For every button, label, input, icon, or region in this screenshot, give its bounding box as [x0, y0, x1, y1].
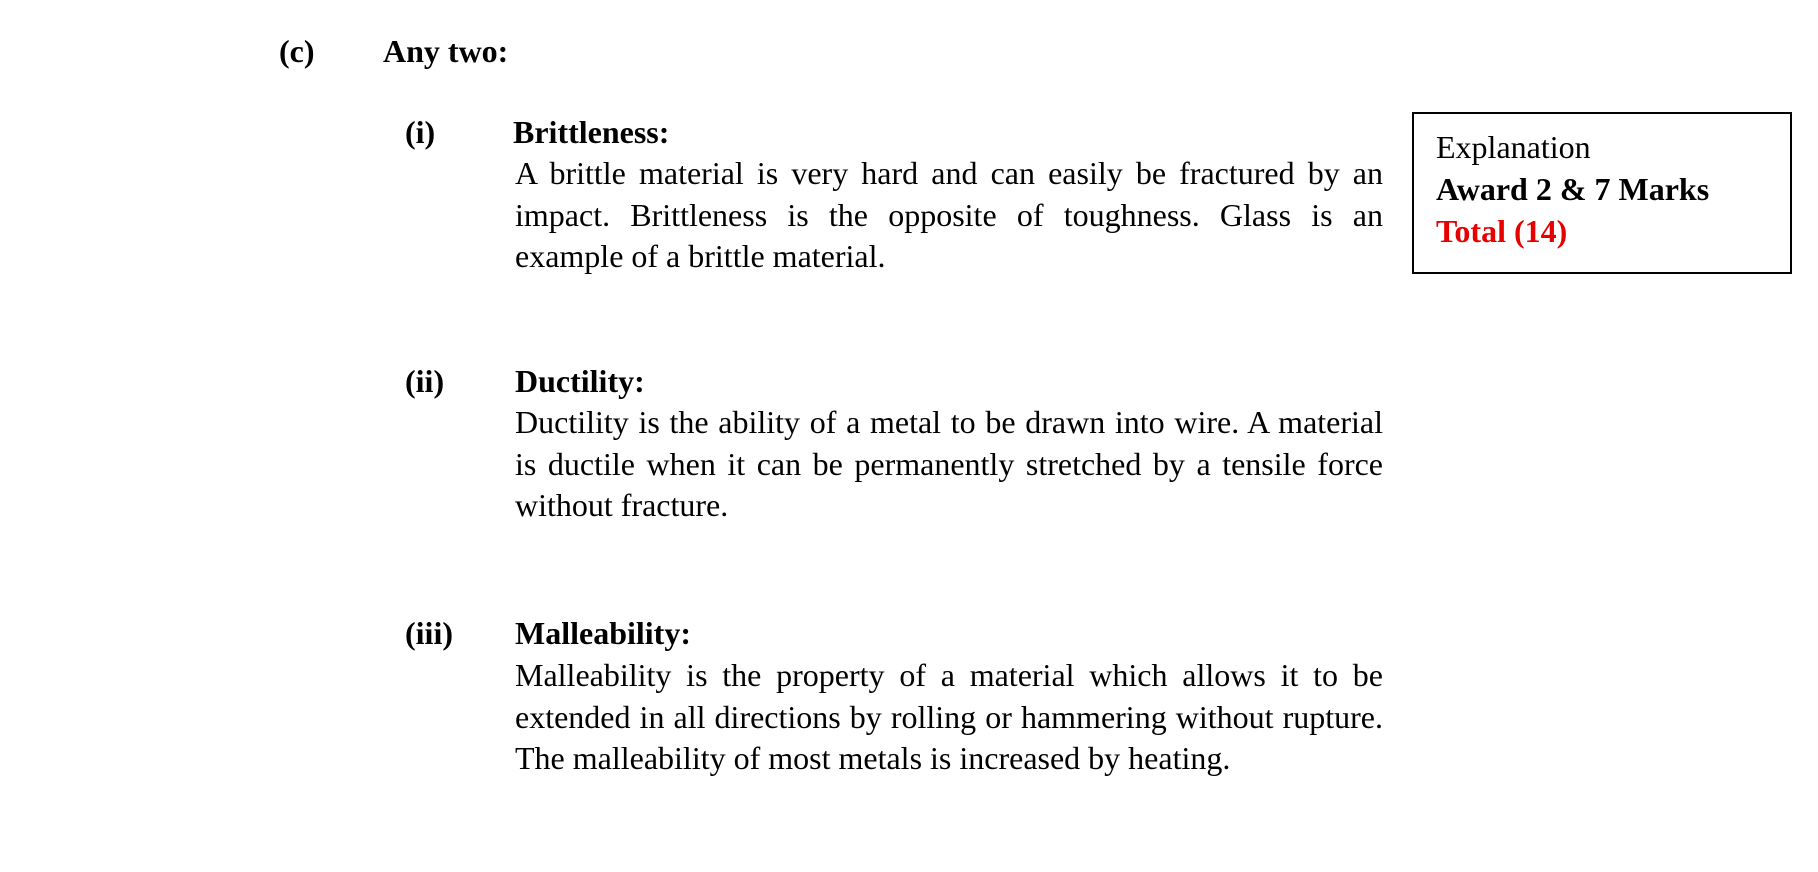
item-label: (ii)	[405, 363, 445, 399]
item-body: A brittle material is very hard and can easily be fractured by an impact. Brittleness is the opposite of toughness. Glass is an example of a brittle material.	[515, 155, 1383, 274]
explanation-box	[1412, 112, 1792, 274]
section-heading: Any two:	[383, 33, 509, 69]
item-label: (i)	[405, 114, 436, 150]
item-label: (iii)	[405, 615, 453, 651]
item-title: Malleability:	[515, 615, 691, 651]
item-body: Ductility is the ability of a metal to be drawn into wire. A material is ductile when it can be permanently stretched by a tensile force without fracture.	[515, 404, 1383, 523]
explanation-label: Explanation	[1436, 129, 1591, 165]
award-marks: Award 2 & 7 Marks	[1436, 171, 1710, 207]
item-body: Malleability is the property of a material which allows it to be extended in all directions by rolling or hammering without rupture. The malleability of most metals is increased by heating.	[515, 657, 1383, 776]
item-title: Brittleness:	[513, 114, 670, 150]
item-title: Ductility:	[515, 363, 645, 399]
total-marks: Total (14)	[1436, 213, 1568, 249]
section-label: (c)	[279, 33, 315, 69]
